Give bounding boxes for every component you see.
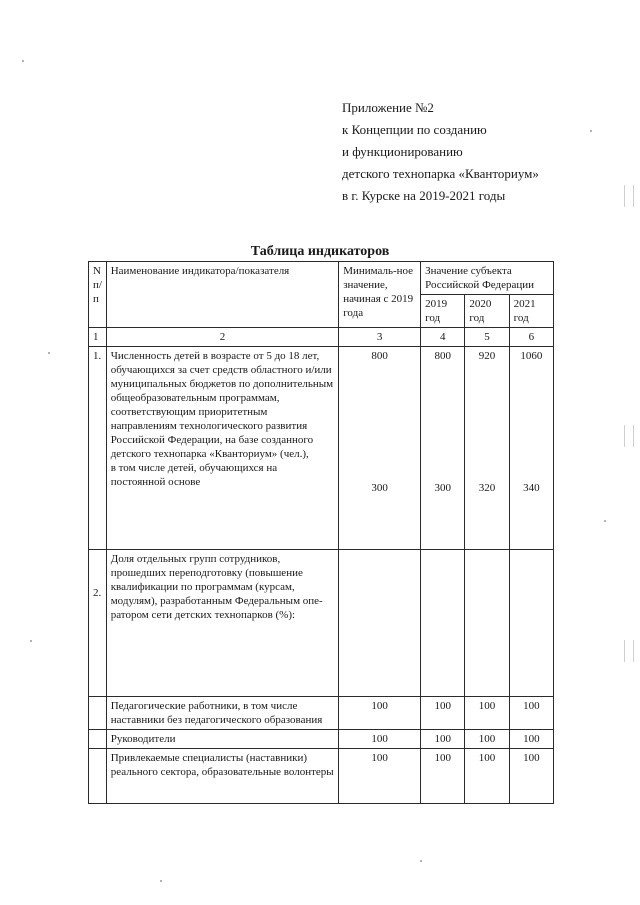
value-cell <box>465 550 509 697</box>
value: 920 <box>478 350 496 362</box>
scan-speck <box>590 130 592 132</box>
row-name: Привлекаемые специалисты (наставники) реального сектора, образовательные волонтеры <box>106 749 338 804</box>
table-row <box>89 730 554 749</box>
index-cell: 2 <box>106 328 338 347</box>
value-cell: 100 <box>465 697 509 730</box>
header-name: Наименование индикатора/показателя <box>106 262 338 328</box>
scan-speck <box>160 880 162 882</box>
scan-edge-mark <box>624 185 634 207</box>
row-num <box>89 697 107 730</box>
header-min: Минималь-ное значение, начиная с 2019 года <box>339 262 421 328</box>
index-cell: 6 <box>509 328 553 347</box>
table-row <box>89 347 554 550</box>
value-cell: 100 <box>509 697 553 730</box>
header-year: 2019 год <box>421 295 465 328</box>
header-num: N п/ п <box>89 262 107 328</box>
appendix-heading <box>342 97 539 207</box>
row-num <box>89 730 107 749</box>
index-cell: 1 <box>89 328 107 347</box>
row-name: Доля отдельных групп сотрудников, прошедших переподготовку (повышение квалификации по программам (курсам, модулям), разработанным Федеральным опе-ратором сети детских технопарков (%): <box>106 550 338 697</box>
value-cell: 100 <box>339 697 421 730</box>
scan-speck <box>48 352 50 354</box>
header-row <box>89 262 554 295</box>
row-name <box>106 347 338 550</box>
appendix-line: Приложение №2 <box>342 100 434 115</box>
scan-edge-mark <box>624 640 634 662</box>
index-cell: 4 <box>421 328 465 347</box>
table-row <box>89 697 554 730</box>
scan-speck <box>604 520 606 522</box>
value-cell: 100 <box>421 749 465 804</box>
index-cell: 3 <box>339 328 421 347</box>
value-cell: 100 <box>465 749 509 804</box>
value-cell <box>421 347 465 550</box>
table-row <box>89 749 554 804</box>
appendix-line: к Концепции по созданию <box>342 122 487 137</box>
value-cell: 100 <box>339 730 421 749</box>
row-name: Педагогические работники, в том числе наставники без педагогического образования <box>106 697 338 730</box>
index-row <box>89 328 554 347</box>
value-cell: 100 <box>509 730 553 749</box>
header-year: 2020 год <box>465 295 509 328</box>
scan-speck <box>30 640 32 642</box>
value-cell: 100 <box>339 749 421 804</box>
row-num <box>89 749 107 804</box>
value-second: 320 <box>478 482 496 494</box>
header-group: Значение субъекта Российской Федерации <box>421 262 554 295</box>
value-cell: 100 <box>421 730 465 749</box>
value-second: 300 <box>371 482 388 494</box>
row-name-text: Численность детей в возрасте от 5 до 18 лет, обучающихся за счет средств областного и/или муниципальных бюджетов по дополнительным общеобразовательным программам, соответствующим приоритетным направлениям технологического развития Российской Федерации, на базе созданного детского технопарка «Кванториум» (чел.), <box>110 350 334 460</box>
value: 800 <box>371 350 388 362</box>
value-cell: 100 <box>509 749 553 804</box>
scan-edge-mark <box>624 425 634 447</box>
value-cell: 100 <box>421 697 465 730</box>
row-num: 2. <box>89 550 107 697</box>
appendix-line: в г. Курске на 2019-2021 годы <box>342 188 506 203</box>
row-num: 1. <box>89 347 107 550</box>
scan-speck <box>22 60 24 62</box>
appendix-line: и функционированию <box>342 144 463 159</box>
value-cell <box>509 550 553 697</box>
value-cell <box>465 347 509 550</box>
header-year: 2021 год <box>509 295 553 328</box>
value-cell: 100 <box>465 730 509 749</box>
scan-speck <box>420 860 422 862</box>
value: 800 <box>434 350 451 362</box>
value-second: 300 <box>434 482 451 494</box>
value-second: 340 <box>523 482 540 494</box>
row-name: Руководители <box>106 730 338 749</box>
value-cell <box>421 550 465 697</box>
index-cell: 5 <box>465 328 509 347</box>
value-cell <box>339 550 421 697</box>
value-cell <box>509 347 553 550</box>
table-title: Таблица индикаторов <box>250 244 390 259</box>
value: 1060 <box>520 350 543 362</box>
appendix-line: детского технопарка «Кванториум» <box>342 166 539 181</box>
indicators-table <box>88 261 554 804</box>
row-name-extra: в том числе детей, обучающихся на постоянной основе <box>110 462 278 488</box>
value-cell <box>339 347 421 550</box>
table-row <box>89 550 554 697</box>
